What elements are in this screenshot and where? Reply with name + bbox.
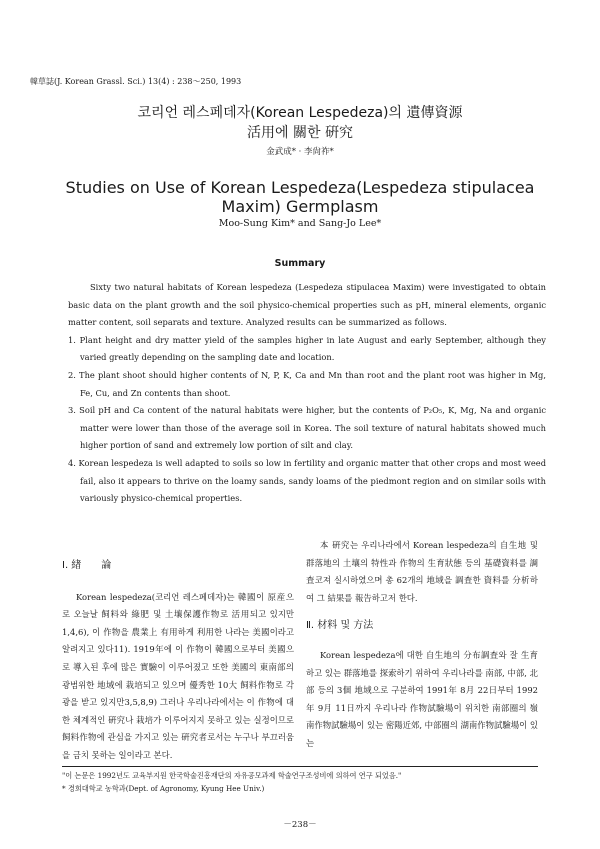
objective-paragraph: 本 硏究는 우리나라에서 Korean lespedeza의 自生地 및 群落地의 土壤의 特性과 作物의 生育狀態 등의 基礎資料를 調査코져 실시하였으며 총 62개의 地域을 調査한 資料를 分析하여 그 結果를 報告하고저 한다. <box>306 540 538 603</box>
korean-authors: 金武成* · 李尙祚* <box>266 147 334 157</box>
funding-footnote: "이 논문은 1992년도 교육부지원 한국학술진흥재단의 자유공모과제 학술연구조성비에 의하여 연구 되었음." <box>62 771 402 780</box>
english-title-line1: Studies on Use of Korean Lespedeza(Lespedeza stipulacea <box>65 178 535 197</box>
page-number: －238－ <box>283 820 317 830</box>
left-column <box>62 557 294 765</box>
english-title-line2: Maxim) Germplasm <box>221 197 379 216</box>
methods-paragraph: Korean lespedeza에 대한 自生地의 分布調査와 잘 生育하고 있는 群落地를 探索하기 위하여 우리나라를 南部, 中部, 北部 등의 3個 地域으로 구분하여 1991年 8月 22日부터 1992年 9月 11日까지 우리나라 作物試驗場이 위치한 南部圈의 嶺南作物試驗場이 있는 密陽近郊, 中部圈의 湖南作物試驗場이 있는 <box>306 649 539 748</box>
summary-intro: Sixty two natural habitats of Korean lespedeza (Lespedeza stipulacea Maxim) were investigated to obtain basic data on the plant growth and the soil physico-chemical properties such as pH, mineral elements, organic matter content, soil separats and texture. Analyzed results can be summarized as follows. <box>68 282 546 328</box>
summary-item-1: 1. Plant height and dry matter yield of the samples higher in late August and early September, although they varied greatly depending on the sampling date and location. <box>68 334 546 363</box>
footnotes <box>62 769 538 795</box>
korean-title-line1: 코리언 레스페데자(Korean Lespedeza)의 遺傳資源 <box>137 105 463 121</box>
summary-body <box>68 279 546 508</box>
affiliation-footnote: * 경희대학교 농학과(Dept. of Agronomy, Kyung Hee Univ.) <box>62 784 265 793</box>
summary-item-3: 3. Soil pH and Ca content of the natural habitats were higher, but the contents of P₂O₅, K, Mg, Na and organic matter were lower than those of the average soil in Korea. The soil texture of natural habitats showed much higher portion of sand and extremely low portion of silt and clay. <box>68 405 546 451</box>
introduction-heading: Ⅰ. 緖 論 <box>62 560 112 571</box>
summary-item-4: 4. Korean lespedeza is well adapted to soils so low in fertility and organic matter that other crops and most weed fail, also it appears to thrive on the loamy sands, sandy loams of the piedmont region and on similar soils with variously physico-chemical properties. <box>68 457 546 504</box>
methods-heading: Ⅱ. 材料 및 方法 <box>306 620 374 632</box>
summary-item-2: 2. The plant shoot should higher contents of N, P, K, Ca and Mn than root and the plant root was higher in Mg, Fe, Cu, and Zn contents than shoot. <box>68 369 546 398</box>
korean-title-line2: 活用에 關한 硏究 <box>247 125 353 141</box>
introduction-paragraph: Korean lespedeza(코리언 레스페데자)는 韓國이 原産으로 오늘날 飼料와 綠肥 및 土壤保護作物로 活用되고 있지만1,4,6), 이 作物을 農業上 有用하게 利用한 나라는 美國이라고 알려지고 있다11). 1919年에 이 作物이 韓國으로부터 美國으로 導入된 후에 많은 實驗이 이루어졌고 또한 美國의 東南部의 광범위한 地域에 栽培되고 있으며 優秀한 10大 飼料作物로 각광을 받고 있지만3,5,8,9) 그러나 우리나라에서는 이 作物에 대한 체계적인 硏究나 栽培가 이루어지지 못하고 있는 실정이므로 飼料作物에 관심을 가지고 있는 硏究者로서는 누구나 부끄러움을 금치 못하는 일이라고 본다. <box>62 591 294 760</box>
right-column <box>306 537 538 753</box>
footnote-divider <box>62 766 538 767</box>
journal-citation: 韓草誌(J. Korean Grassl. Sci.) 13(4) : 238～250, 1993 <box>30 77 242 86</box>
english-authors: Moo-Sung Kim* and Sang-Jo Lee* <box>218 218 382 229</box>
summary-heading: Summary <box>274 258 326 269</box>
